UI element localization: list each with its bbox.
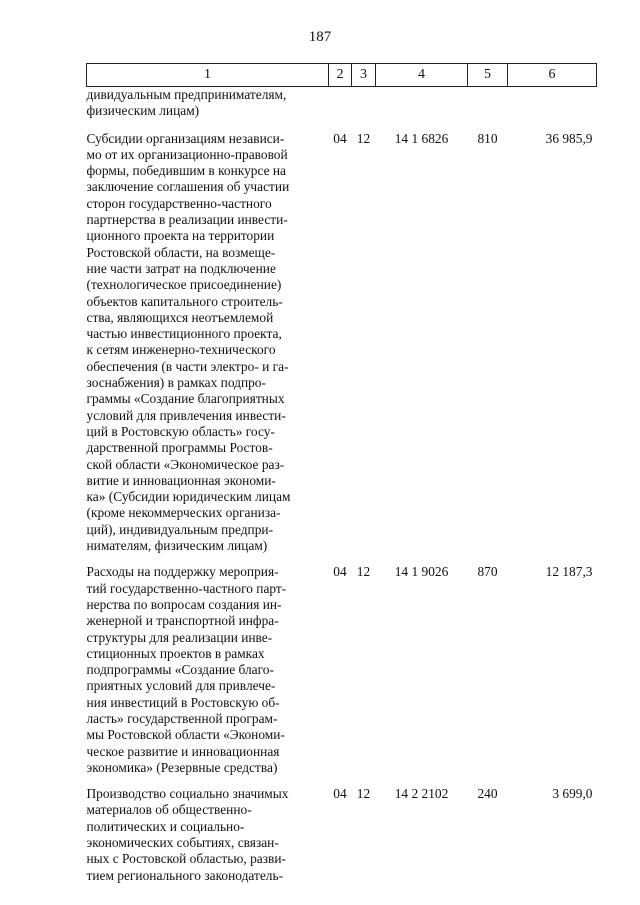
description-line: экономика» (Резервные средства): [86, 759, 278, 775]
description-line: дивидуальным предпринимателям,: [86, 87, 287, 102]
description-line: дарственной программы Ростов-: [86, 440, 273, 456]
budget-table: [86, 63, 597, 894]
description-line: объектов капитального строитель-: [86, 293, 283, 309]
row-amount: 36 985,9: [545, 130, 593, 146]
description-line: ных с Ростовской областью, разви-: [86, 851, 286, 867]
description-line: заключение соглашения об участии: [86, 179, 290, 195]
description-line: ционного проекта на территории: [86, 228, 275, 244]
row-description: [87, 786, 329, 894]
description-line: Расходы на поддержку мероприя-: [86, 564, 279, 580]
description-line: (кроме некоммерческих организа-: [86, 505, 281, 521]
row-subsection-code: 12: [356, 564, 371, 580]
description-line: мо от их организационно-правовой: [86, 146, 288, 162]
row-expense-type: 870: [477, 564, 498, 580]
description-line: экономических событиях, связан-: [86, 835, 279, 851]
row-expense-type: 810: [477, 130, 498, 146]
description-line: зоснабжения) в рамках подпро-: [86, 375, 266, 391]
description-line: мы Ростовской области «Экономи-: [86, 727, 285, 743]
description-line: граммы «Создание благоприятных: [86, 391, 285, 407]
row-target-article: 14 2 2102: [394, 786, 449, 802]
description-line: ства, являющихся неотъемлемой: [86, 309, 274, 325]
description-line: подпрограммы «Создание благо-: [86, 662, 274, 678]
description-line: приятных условий для привлече-: [86, 678, 276, 694]
table-row: [87, 564, 597, 786]
row-subsection-code: 12: [356, 130, 371, 146]
description-line: витие и инновационная экономи-: [86, 472, 276, 488]
description-line: физическим лицам): [86, 103, 200, 119]
description-line: женерной и транспортной инфра-: [86, 613, 279, 629]
description-line: ния инвестиций в Ростовскую об-: [86, 694, 280, 710]
table-row: [87, 786, 597, 894]
header-col-2: 2: [329, 64, 352, 87]
row-subsection-code: 12: [356, 786, 371, 802]
row-expense-type: [468, 87, 508, 131]
description-line: ние части затрат на подключение: [86, 260, 276, 276]
row-section-code: 04: [333, 786, 347, 802]
row-amount: 3 699,0: [552, 786, 593, 802]
description-line: стиционных проектов в рамках: [86, 645, 265, 661]
header-col-1: 1: [87, 64, 329, 87]
row-description: [87, 87, 329, 131]
header-row: [87, 64, 597, 87]
description-line: ций в Ростовскую область» госу-: [86, 423, 275, 439]
description-line: Производство социально значимых: [86, 786, 289, 802]
description-line: частью инвестиционного проекта,: [86, 326, 282, 342]
description-line: ской области «Экономическое раз-: [86, 456, 285, 472]
description-line: политических и социально-: [86, 818, 245, 834]
row-amount: [508, 87, 597, 131]
description-line: к сетям инженерно-технического: [86, 342, 276, 358]
row-subsection-code: [352, 87, 376, 131]
description-line: структуры для реализации инве-: [86, 629, 273, 645]
description-line: (технологическое присоединение): [86, 277, 282, 293]
description-line: тий государственно-частного парт-: [86, 580, 287, 596]
row-description: [87, 564, 329, 786]
header-col-6: 6: [508, 64, 597, 87]
row-target-article: 14 1 6826: [394, 130, 449, 146]
header-col-3: 3: [352, 64, 376, 87]
row-section-code: 04: [333, 564, 347, 580]
row-target-article: 14 1 9026: [394, 564, 449, 580]
row-section-code: [329, 87, 352, 131]
row-section-code: 04: [333, 130, 347, 146]
description-line: нерства по вопросам создания ин-: [86, 596, 282, 612]
description-line: Субсидии организациям независи-: [86, 130, 285, 146]
description-line: формы, победившим в конкурсе на: [86, 163, 286, 179]
description-line: тием регионального законодатель-: [86, 867, 284, 883]
description-line: ласть» государственной програм-: [86, 710, 278, 726]
row-description: [87, 131, 329, 565]
row-amount: 12 187,3: [545, 564, 593, 580]
description-line: материалов об общественно-: [86, 802, 252, 818]
table-body: [87, 87, 597, 894]
description-line: обеспечения (в части электро- и га-: [86, 358, 289, 374]
description-line: ческое развитие и инновационная: [86, 743, 280, 759]
table-row: [87, 87, 597, 131]
page-number: 187: [308, 29, 332, 45]
row-expense-type: 240: [477, 786, 498, 802]
description-line: Ростовской области, на возмеще-: [86, 244, 276, 260]
description-line: партнерства в реализации инвести-: [86, 212, 288, 228]
description-line: сторон государственно-частного: [86, 195, 272, 211]
table-row: [87, 131, 597, 565]
header-col-4: 4: [376, 64, 468, 87]
description-line: нимателям, физическим лицам): [86, 538, 268, 554]
description-line: условий для привлечения инвести-: [86, 407, 286, 423]
header-col-5: 5: [468, 64, 508, 87]
description-line: ка» (Субсидии юридическим лицам: [86, 489, 291, 505]
description-line: ций), индивидуальным предпри-: [86, 521, 274, 537]
row-target-article: [376, 87, 468, 131]
